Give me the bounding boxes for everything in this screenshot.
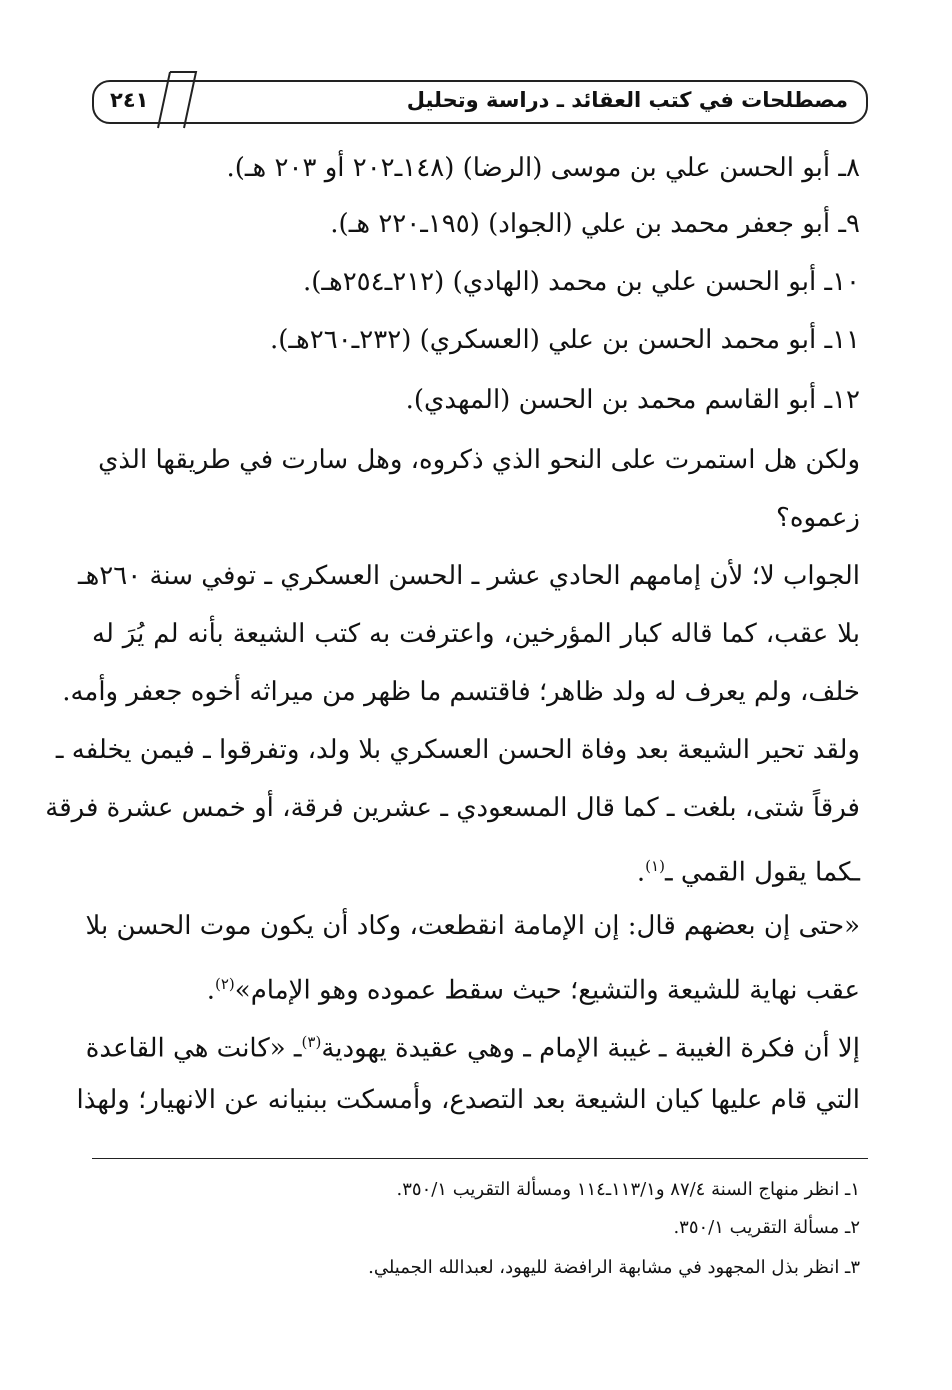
paragraph-line: بلا عقب، كما قاله كبار المؤرخين، واعترفت به كتب الشيعة بأنه لم يُرَ له — [92, 619, 860, 649]
paragraph-text: إلا أن فكرة الغيبة ـ غيبة الإمام ـ وهي عقيدة يهودية — [321, 1033, 860, 1064]
paragraph-line: خلف، ولم يعرف له ولد ظاهر؛ فاقتسم ما ظهر من ميراثه أخوه جعفر وأمه. — [62, 677, 860, 707]
footnote-ref-2: (٢) — [215, 975, 235, 993]
paragraph-line: ولكن هل استمرت على النحو الذي ذكروه، وهل سارت في طريقها الذي — [98, 445, 860, 475]
footnote-separator — [92, 1158, 868, 1159]
sentence-end: . — [636, 857, 646, 888]
footnote-3: ٣ـ انظر بذل المجهود في مشابهة الرافضة لليهود، لعبدالله الجميلي. — [368, 1257, 860, 1278]
paragraph-line: الجواب لا؛ لأن إمامهم الحادي عشر ـ الحسن العسكري ـ توفي سنة ٢٦٠هـ — [77, 561, 860, 591]
header-divider-ornament — [140, 68, 200, 130]
paragraph-line: ولقد تحير الشيعة بعد وفاة الحسن العسكري بلا ولد، وتفرقوا ـ فيمن يخلفه ـ — [55, 735, 860, 765]
paragraph-line — [85, 1022, 860, 1069]
quote-text: عقب نهاية للشيعة والتشيع؛ حيث سقط عموده وهو الإمام» — [234, 975, 860, 1006]
paragraph-line: فرقاً شتى، بلغت ـ كما قال المسعودي ـ عشرين فرقة، أو خمس عشرة فرقة — [45, 793, 860, 823]
list-item-12: ١٢ـ أبو القاسم محمد بن الحسن (المهدي). — [405, 385, 860, 415]
list-item-11: ١١ـ أبو محمد الحسن بن علي (العسكري) (٢٣٢ـ٢٦٠هـ). — [270, 325, 860, 355]
footnote-ref-1: (١) — [645, 857, 665, 875]
header-title: مصطلحات في كتب العقائد ـ دراسة وتحليل — [406, 88, 848, 112]
running-header — [92, 80, 868, 124]
paragraph-text: ـ «كانت هي القاعدة — [85, 1033, 302, 1064]
paragraph-line: زعموه؟ — [776, 503, 860, 533]
footnote-2: ٢ـ مسألة التقريب ٣٥٠/١. — [673, 1217, 860, 1238]
paragraph-line — [92, 846, 860, 893]
footnote-1: ١ـ انظر منهاج السنة ٨٧/٤ و١١٣/١ـ١١٤ ومسألة التقريب ٣٥٠/١. — [396, 1179, 860, 1200]
list-item-8: ٨ـ أبو الحسن علي بن موسى (الرضا) (١٤٨ـ٢٠٢ أو ٢٠٣ هـ). — [226, 153, 860, 183]
paragraph-line: التي قام عليها كيان الشيعة بعد التصدع، وأمسكت ببنيانه عن الانهيار؛ ولهذا — [76, 1085, 860, 1115]
quote-line: «حتى إن بعضهم قال: إن الإمامة انقطعت، وكاد أن يكون موت الحسن بلا — [85, 911, 860, 941]
list-item-10: ١٠ـ أبو الحسن علي بن محمد (الهادي) (٢١٢ـ٢٥٤هـ). — [302, 267, 860, 297]
paragraph-text: ـكما يقول القمي ـ — [664, 857, 860, 888]
list-item-9: ٩ـ أبو جعفر محمد بن علي (الجواد) (١٩٥ـ٢٢٠ هـ). — [330, 209, 860, 239]
footnote-ref-3: (٣) — [301, 1033, 322, 1051]
page-number: ٢٤١ — [110, 88, 149, 112]
quote-line — [92, 964, 860, 1011]
sentence-end: . — [206, 975, 215, 1006]
